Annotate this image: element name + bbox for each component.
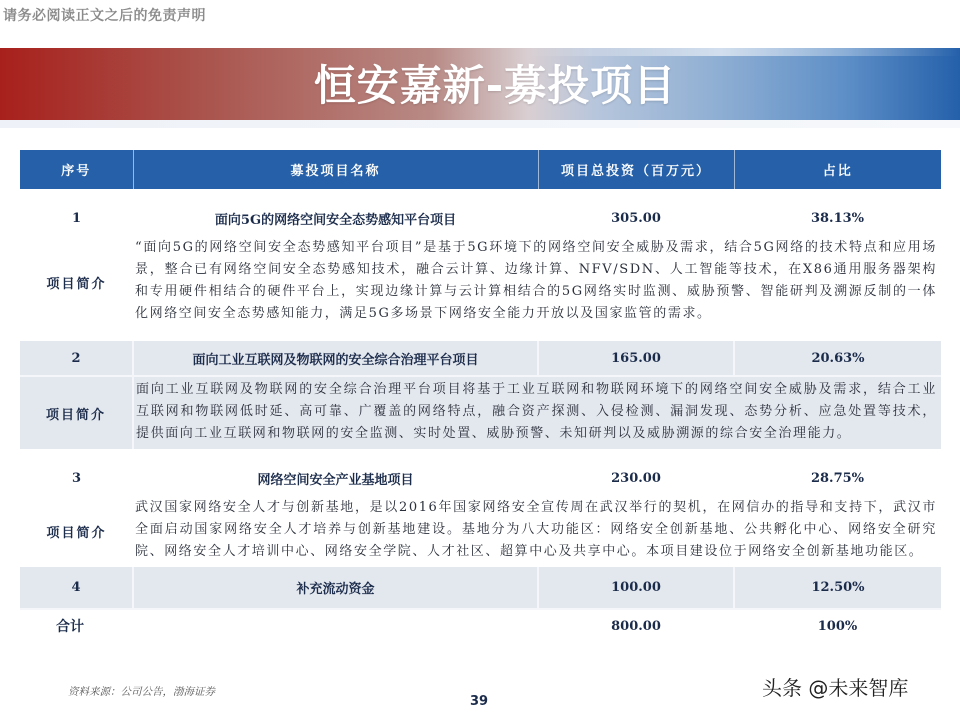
row-no: 4: [20, 567, 133, 609]
row-project-name: 面向工业互联网及物联网的安全综合治理平台项目: [133, 341, 538, 376]
desc-label: 项目简介: [20, 376, 133, 449]
disclaimer-text: 请务必阅读正文之后的免责声明: [3, 8, 206, 24]
investment-projects-table: [20, 150, 941, 642]
table-header-row: [20, 150, 941, 189]
table-row: [20, 567, 941, 609]
total-share: 100%: [817, 618, 858, 634]
project-description: “面向5G的网络空间安全态势感知平台项目”是基于5G环境下的网络空间安全威胁及需求，结合5G网络的技术特点和应用场景，整合已有网络空间安全态势感知技术，融合云计算、边缘计算、NFV/SDN、人工智能等技术，在X86通用服务器架构和专用硬件相结合的硬件平台上，实现边缘计算与云计算相结合的5G网络实时监测、威胁预警、智能研判及溯源反制的一体化网络空间安全态势感知能力，满足5G多场景下网络安全能力开放以及国家监管的需求。: [135, 240, 937, 321]
row-investment: 230.00: [611, 470, 661, 486]
row-investment: 165.00: [538, 341, 734, 376]
row-share: 28.75%: [810, 470, 865, 486]
row-share: 12.50%: [734, 567, 941, 609]
row-share: 38.13%: [810, 210, 865, 226]
row-share: 20.63%: [734, 341, 941, 376]
table-desc-row: [20, 235, 941, 329]
header-no: 序号: [20, 150, 133, 189]
page-title: 恒安嘉新-募投项目: [313, 61, 677, 110]
table-desc-row: [20, 376, 941, 449]
desc-label: 项目简介: [46, 276, 107, 292]
project-description: 面向工业互联网及物联网的安全综合治理平台项目将基于工业互联网和物联网环境下的网络空间安全威胁及需求，结合工业互联网和物联网低时延、高可靠、广覆盖的网络特点，融合资产探测、入侵检测、漏洞发现、态势分析、应急处置等技术，提供面向工业互联网和物联网的安全监测、实时处置、威胁预警、未知研判以及威胁溯源的综合安全治理能力。: [133, 376, 941, 449]
total-row: [20, 609, 941, 642]
header-investment: 项目总投资（百万元）: [538, 150, 734, 189]
row-project-name: 面向5G的网络空间安全态势感知平台项目: [214, 212, 457, 228]
header-share: 占比: [734, 150, 941, 189]
source-note: 资料来源：公司公告，渤海证券: [68, 686, 215, 698]
table-row: [20, 461, 941, 495]
project-description: 武汉国家网络安全人才与创新基地，是以2016年国家网络安全宣传周在武汉举行的契机，在网信办的指导和支持下，武汉市全面启动国家网络安全人才培养与创新基地建设。基地分为八大功能区：网络安全创新基地、公共孵化中心、网络安全研究院、网络安全人才培训中心、网络安全学院、人才社区、超算中心及共享中心。本项目建设位于网络安全创新基地功能区。: [135, 500, 937, 559]
row-no: 2: [20, 341, 133, 376]
row-investment: 305.00: [611, 210, 661, 226]
desc-label: 项目简介: [46, 525, 107, 541]
table-row: [20, 201, 941, 235]
table-desc-row: [20, 495, 941, 567]
row-project-name: 网络空间安全产业基地项目: [257, 472, 414, 488]
table-row: [20, 341, 941, 376]
row-no: 1: [71, 210, 82, 226]
table-spacer: [20, 189, 941, 201]
total-label: 合计: [56, 619, 84, 635]
watermark: 头条 @未来智库: [762, 676, 909, 700]
total-investment: 800.00: [611, 618, 661, 634]
banner-shadow: [0, 120, 960, 128]
table-spacer: [20, 329, 941, 341]
row-no: 3: [71, 470, 82, 486]
table-spacer: [20, 449, 941, 461]
row-investment: 100.00: [538, 567, 734, 609]
page-number: 39: [470, 694, 489, 709]
row-project-name: 补充流动资金: [133, 567, 538, 609]
header-project-name: 募投项目名称: [133, 150, 538, 189]
